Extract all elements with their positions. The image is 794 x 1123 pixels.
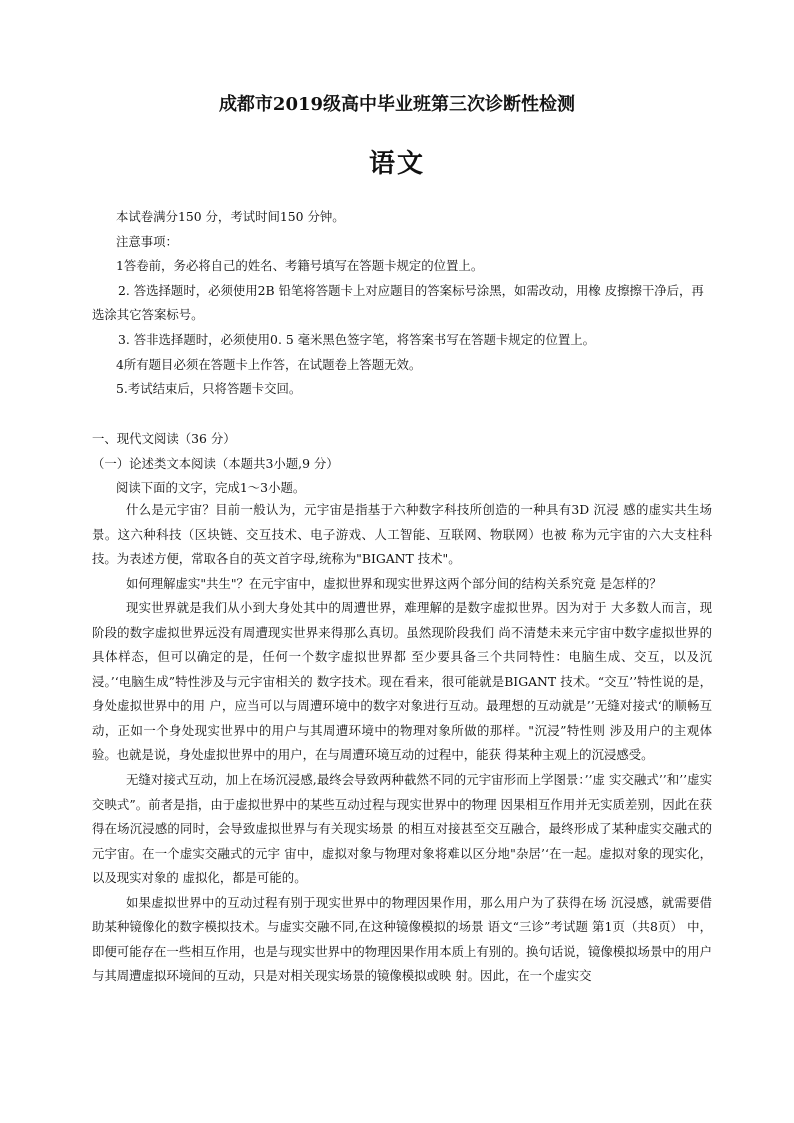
passage-paragraph: 无缝对接式互动，加上在场沉浸感,最终会导致两种截然不同的元宇宙形而上学图景：’’虚 实交融式’’和’’虚实交映式”。前者是指，由于虚拟世界中的某些互动过程与现实世界中的物理 因果相互作用并无实质差别，因此在获得在场沉浸感的同时，会导致虚拟世界与有关现实场景 的相互对接甚至交互融合，最终形成了某种虚实交融式的元宇宙。在一个虚实交融式的元宇 宙中，虚拟对象与物理对象将难以区分地"杂居’‘在一起。虚拟对象的现实化，以及现实对象的 虚拟化，都是可能的。 xyxy=(92,772,712,886)
exam-notice xyxy=(92,205,712,402)
passage-paragraph: 现实世界就是我们从小到大身处其中的周遭世界，难理解的是数字虚拟世界。因为对于 大多数人而言，现阶段的数字虚拟世界远没有周遭现实世界来得那么真切。虽然现阶段我们 尚不清楚未来元宇宙中数字虚拟世界的具体样态，但可以确定的是，任何一个数字虚拟世界都 至少要具备三个共同特性：电脑生成、交互，以及沉浸。’‘电脑生成”特性涉及与元宇宙相关的 数字技术。现在看来，很可能就是BIGANT 技术。“交互’’特性说的是，身处虚拟世界中的用 户，应当可以与周遭环境中的数字对象进行互动。最理想的互动就是’’无缝对接式‘的顺畅互 动，正如一个身处现实世界中的用户与其周遭环境中的物理对象所做的那样。"沉浸”特性则 涉及用户的主观体验。也就是说，身处虚拟世界中的用户，在与周遭环境互动的过程中，能获 得某种主观上的沉浸感受。 xyxy=(92,600,712,763)
notice-item: 1答卷前，务必将自己的姓名、考籍号填写在答题卡规定的位置上。 xyxy=(116,258,484,274)
notice-item: 2. 答选择题时，必须使用2B 铅笔将答题卡上对应题目的答案标号涂黑，如需改动，用橡 皮擦擦干净后，再选涂其它答案标号。 xyxy=(92,282,704,323)
subject-title: 语文 xyxy=(368,149,425,179)
subpart-heading: （一）论述类文本阅读（本题共3小题,9 分） xyxy=(92,455,339,471)
passage-paragraph: 如果虚拟世界中的互动过程有别于现实世界中的物理因果作用，那么用户为了获得在场 沉浸感，就需要借助某种镜像化的数字模拟技术。与虚实交融不同,在这种镜像模拟的场景 语文“三诊”考试题 第1页（共8页） 中，即便可能存在一些相互作用，也是与现实世界中的物理因果作用本质上有别的。换句话说，镜像模拟场景中的用户与其周遭虚拟环境间的互动，只是对相关现实场景的镜像模拟或映 射。因此，在一个虚实交 xyxy=(92,894,712,984)
exam-title: 成都市2019级高中毕业班第三次诊断性检测 xyxy=(218,94,576,115)
notice-item: 5.考试结束后，只将答题卡交回。 xyxy=(116,381,302,397)
passage-paragraph: 什么是元宇宙？目前一般认为，元宇宙是指基于六种数字科技所创造的一种具有3D 沉浸 感的虚实共生场景。这六种科技（区块链、交互技术、电子游戏、人工智能、互联网、物联网）也被 称为元宇宙的六大支柱科技。为表述方便，常取各自的英文首字母,统称为"BIGANT 技术"。 xyxy=(92,502,712,567)
section-heading-block xyxy=(92,427,712,501)
notice-item: 3. 答非选择题时，必须使用0. 5 毫米黑色签字笔，将答案书写在答题卡规定的位置上。 xyxy=(118,331,596,347)
notice-heading: 注意事项： xyxy=(116,233,178,249)
passage-paragraph: 如何理解虚实"共生"？在元宇宙中，虚拟世界和现实世界这两个部分间的结构关系究竟 是怎样的？ xyxy=(126,575,662,591)
exam-intro: 本试卷满分150 分，考试时间150 分钟。 xyxy=(116,209,345,224)
reading-passage xyxy=(92,498,712,989)
notice-item: 4所有题目必须在答题卡上作答，在试题卷上答题无效。 xyxy=(116,356,422,372)
part-heading: 一、现代文阅读（36 分） xyxy=(92,431,236,446)
reading-instruction: 阅读下面的文字，完成1～3小题。 xyxy=(116,480,306,495)
